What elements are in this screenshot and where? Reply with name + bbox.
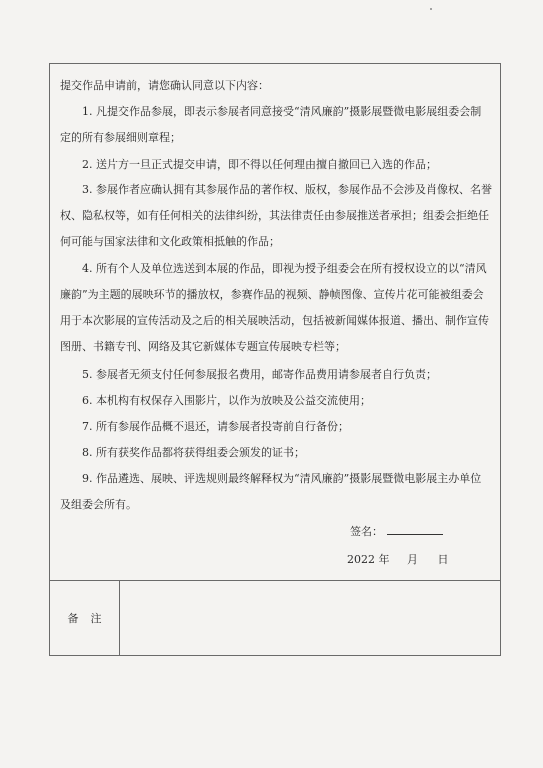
signature-field[interactable] (387, 525, 443, 535)
declaration-form (49, 63, 501, 656)
intro-text: 提交作品申请前，请您确认同意以下内容： (60, 79, 269, 92)
clause-4: 4. 所有个人及单位选送到本展的作品，即视为授予组委会在所有授权设立的以“清风廉韵”为主题的展映环节的播放权，参赛作品的视频、静帧图像、宣传片花可能被组委会用于本次影展的宣传活动及之后的相关展映活动，包括被新闻媒体报道、播出、制作宣传图册、书籍专刊、网络及其它新媒体专题宣传展映专栏等； (60, 262, 489, 353)
clause-6: 6. 本机构有权保存入围影片，以作为放映及公益交流使用； (82, 394, 371, 407)
clause-5: 5. 参展者无须支付任何参展报名费用，邮寄作品费用请参展者自行负责； (82, 368, 437, 381)
date-day: 日 (437, 553, 449, 566)
date-month: 月 (407, 553, 418, 566)
date-year: 2022 年 (347, 553, 390, 566)
scan-speck (430, 8, 432, 10)
date-row (347, 553, 449, 567)
remarks-label: 备注 (67, 612, 114, 625)
clause-3: 3. 参展作者应确认拥有其参展作品的著作权、版权，参展作品不会涉及肖像权、名誉权、隐私权等，如有任何相关的法律纠纷，其法律责任由参展推送者承担；组委会拒绝任何可能与国家法律和文化政策相抵触的作品； (60, 183, 492, 248)
clause-2: 2. 送片方一旦正式提交申请，即不得以任何理由擅自撤回已入选的作品； (82, 158, 437, 171)
clause-8: 8. 所有获奖作品都将获得组委会颁发的证书； (82, 446, 305, 459)
clause-7: 7. 所有参展作品概不退还，请参展者投寄前自行备份； (82, 420, 349, 433)
declaration-content (50, 64, 500, 580)
clause-9: 9. 作品遴选、展映、评选规则最终解释权为“清风廉韵”摄影展暨微电影展主办单位及组委会所有。 (60, 472, 482, 511)
signature-label: 签名： (350, 525, 383, 538)
remarks-label-cell (50, 580, 120, 655)
signature-row (350, 525, 443, 539)
clause-1: 1. 凡提交作品参展，即表示参展者同意接受“清风廉韵”摄影展暨微电影展组委会制定的所有参展细则章程； (60, 105, 482, 144)
remarks-field[interactable] (120, 580, 500, 655)
